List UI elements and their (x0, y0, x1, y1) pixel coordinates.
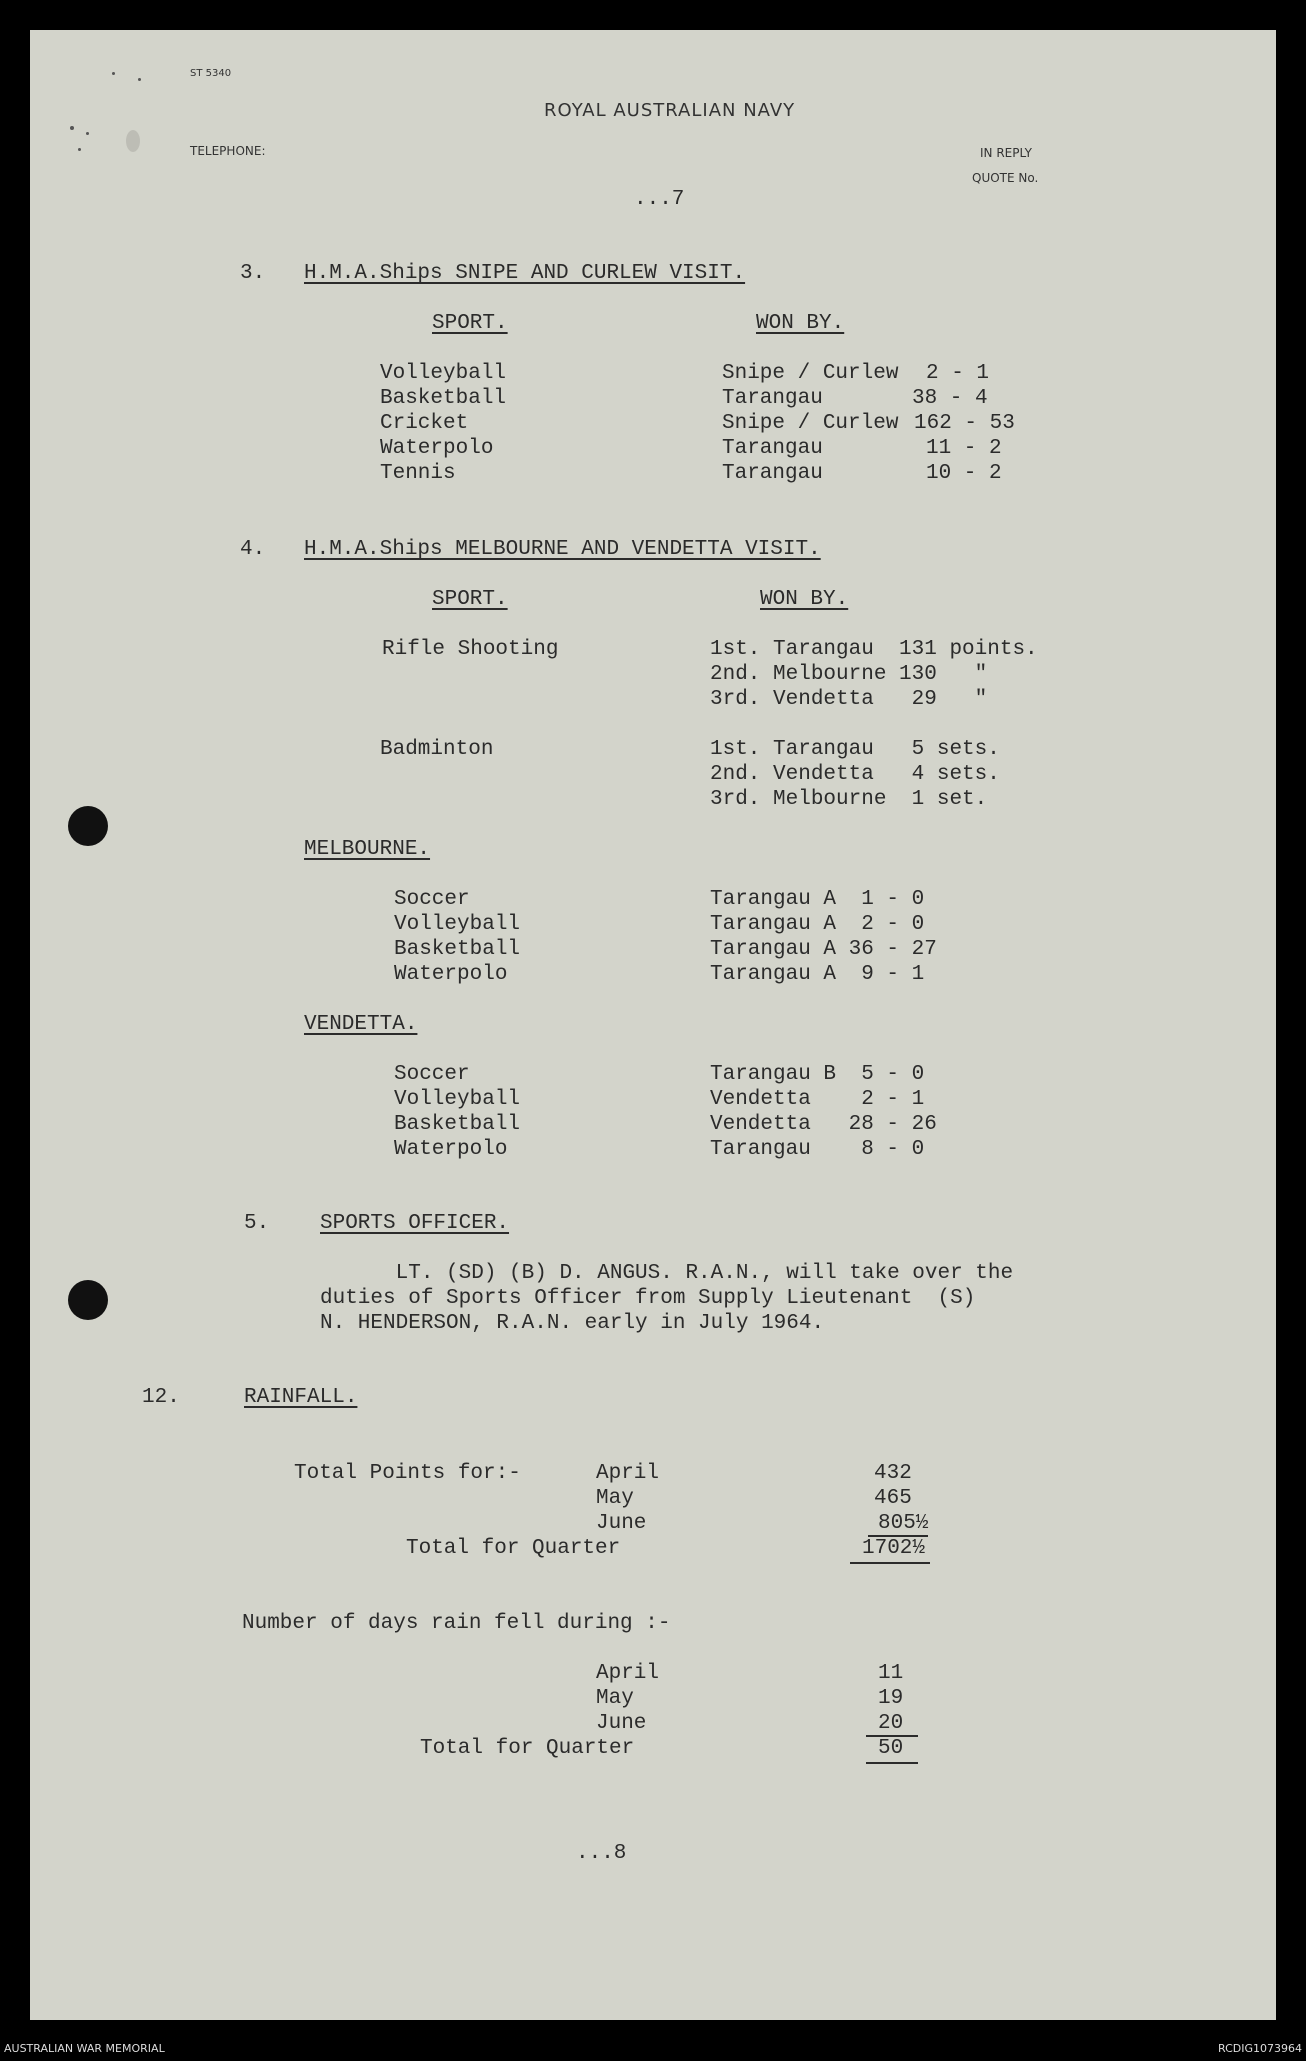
result-cell: Tarangau A 9 - 1 (710, 963, 925, 986)
sport-cell: Basketball (380, 387, 507, 410)
result-cell: Vendetta 2 - 1 (710, 1088, 925, 1111)
sport-cell: Soccer (394, 888, 470, 911)
month-label: June (596, 1512, 647, 1535)
score-cell: 2 - 1 (926, 362, 990, 385)
score-cell: 11 - 2 (926, 437, 1002, 460)
result-cell: Vendetta 28 - 26 (710, 1113, 937, 1136)
organisation-heading: ROYAL AUSTRALIAN NAVY (544, 100, 796, 121)
ink-speck (70, 126, 74, 130)
placing-line: 2nd. Vendetta 4 sets. (710, 763, 1000, 786)
winner-cell: Snipe / Curlew (722, 412, 899, 435)
section-number: 4. (240, 538, 266, 561)
total-rule (866, 1762, 918, 1764)
column-header-sport: SPORT. (432, 312, 508, 335)
days-value: 19 (878, 1687, 904, 1710)
winner-cell: Tarangau (722, 437, 823, 460)
winner-cell: Tarangau (722, 387, 823, 410)
placing-line: 3rd. Melbourne 1 set. (710, 788, 988, 811)
document-page (30, 30, 1276, 2020)
sport-cell: Volleyball (394, 1088, 521, 1111)
points-total: 1702½ (862, 1537, 926, 1560)
points-label: Total Points for:- (294, 1462, 521, 1485)
section-number: 3. (240, 262, 266, 285)
days-value: 11 (878, 1662, 904, 1685)
section-title: H.M.A.Ships SNIPE AND CURLEW VISIT. (304, 262, 746, 285)
quote-no-label: QUOTE No. (972, 171, 1039, 185)
result-cell: Tarangau A 36 - 27 (710, 938, 937, 961)
score-cell: 162 - 53 (914, 412, 1015, 435)
sport-cell: Volleyball (380, 362, 507, 385)
section-number: 5. (244, 1212, 270, 1235)
points-total-label: Total for Quarter (406, 1537, 621, 1560)
form-code: ST 5340 (190, 68, 232, 79)
section-title: H.M.A.Ships MELBOURNE AND VENDETTA VISIT. (304, 538, 821, 561)
sport-cell: Badminton (380, 738, 494, 761)
subsection-heading-vendetta: VENDETTA. (304, 1013, 418, 1036)
sport-cell: Waterpolo (394, 1138, 508, 1161)
winner-cell: Snipe / Curlew (722, 362, 899, 385)
sport-cell: Volleyball (394, 913, 521, 936)
archive-id: RCDIG1073964 (1217, 2042, 1302, 2055)
score-cell: 38 - 4 (912, 387, 988, 410)
punch-hole (68, 1280, 108, 1320)
section-number: 12. (142, 1386, 180, 1409)
placing-line: 3rd. Vendetta 29 " (710, 688, 988, 711)
result-cell: Tarangau A 1 - 0 (710, 888, 925, 911)
points-value: 432 (874, 1462, 912, 1485)
column-header-sport: SPORT. (432, 588, 508, 611)
ink-speck (138, 78, 141, 81)
month-label: June (596, 1712, 647, 1735)
paragraph-line: N. HENDERSON, R.A.N. early in July 1964. (320, 1312, 825, 1335)
days-value: 20 (878, 1712, 904, 1735)
sport-cell: Waterpolo (394, 963, 508, 986)
placing-line: 1st. Tarangau 5 sets. (710, 738, 1000, 761)
section-title: RAINFALL. (244, 1386, 358, 1409)
placing-line: 1st. Tarangau 131 points. (710, 638, 1038, 661)
result-cell: Tarangau A 2 - 0 (710, 913, 925, 936)
sport-cell: Rifle Shooting (382, 638, 559, 661)
ink-speck (86, 132, 89, 135)
points-value: 805½ (878, 1512, 929, 1535)
in-reply-label: IN REPLY (980, 146, 1032, 160)
month-label: April (596, 1662, 660, 1685)
month-label: May (596, 1487, 634, 1510)
sport-cell: Basketball (394, 938, 521, 961)
paragraph-line: LT. (SD) (B) D. ANGUS. R.A.N., will take over the (320, 1262, 1014, 1285)
points-value: 465 (874, 1487, 912, 1510)
sport-cell: Tennis (380, 462, 456, 485)
section-title: SPORTS OFFICER. (320, 1212, 510, 1235)
column-header-won-by: WON BY. (756, 312, 845, 335)
sport-cell: Cricket (380, 412, 469, 435)
sport-cell: Soccer (394, 1063, 470, 1086)
total-rule (850, 1562, 930, 1564)
sport-cell: Waterpolo (380, 437, 494, 460)
result-cell: Tarangau 8 - 0 (710, 1138, 925, 1161)
placing-line: 2nd. Melbourne 130 " (710, 663, 988, 686)
days-total: 50 (878, 1737, 904, 1760)
punch-hole (68, 806, 108, 846)
month-label: April (596, 1462, 660, 1485)
telephone-label: TELEPHONE: (190, 144, 266, 158)
days-total-label: Total for Quarter (420, 1737, 635, 1760)
archive-credit: AUSTRALIAN WAR MEMORIAL (4, 2042, 165, 2055)
ink-speck (112, 72, 115, 75)
days-label: Number of days rain fell during :- (242, 1612, 671, 1635)
sport-cell: Basketball (394, 1113, 521, 1136)
page-continuation-marker: ...8 (576, 1842, 627, 1865)
paper-tear (126, 130, 140, 152)
page-continuation-marker: ...7 (634, 188, 685, 211)
subsection-heading-melbourne: MELBOURNE. (304, 838, 431, 861)
winner-cell: Tarangau (722, 462, 823, 485)
result-cell: Tarangau B 5 - 0 (710, 1063, 925, 1086)
column-header-won-by: WON BY. (760, 588, 849, 611)
month-label: May (596, 1687, 634, 1710)
score-cell: 10 - 2 (926, 462, 1002, 485)
paragraph-line: duties of Sports Officer from Supply Lieutenant (S) (320, 1287, 976, 1310)
ink-speck (78, 148, 81, 151)
